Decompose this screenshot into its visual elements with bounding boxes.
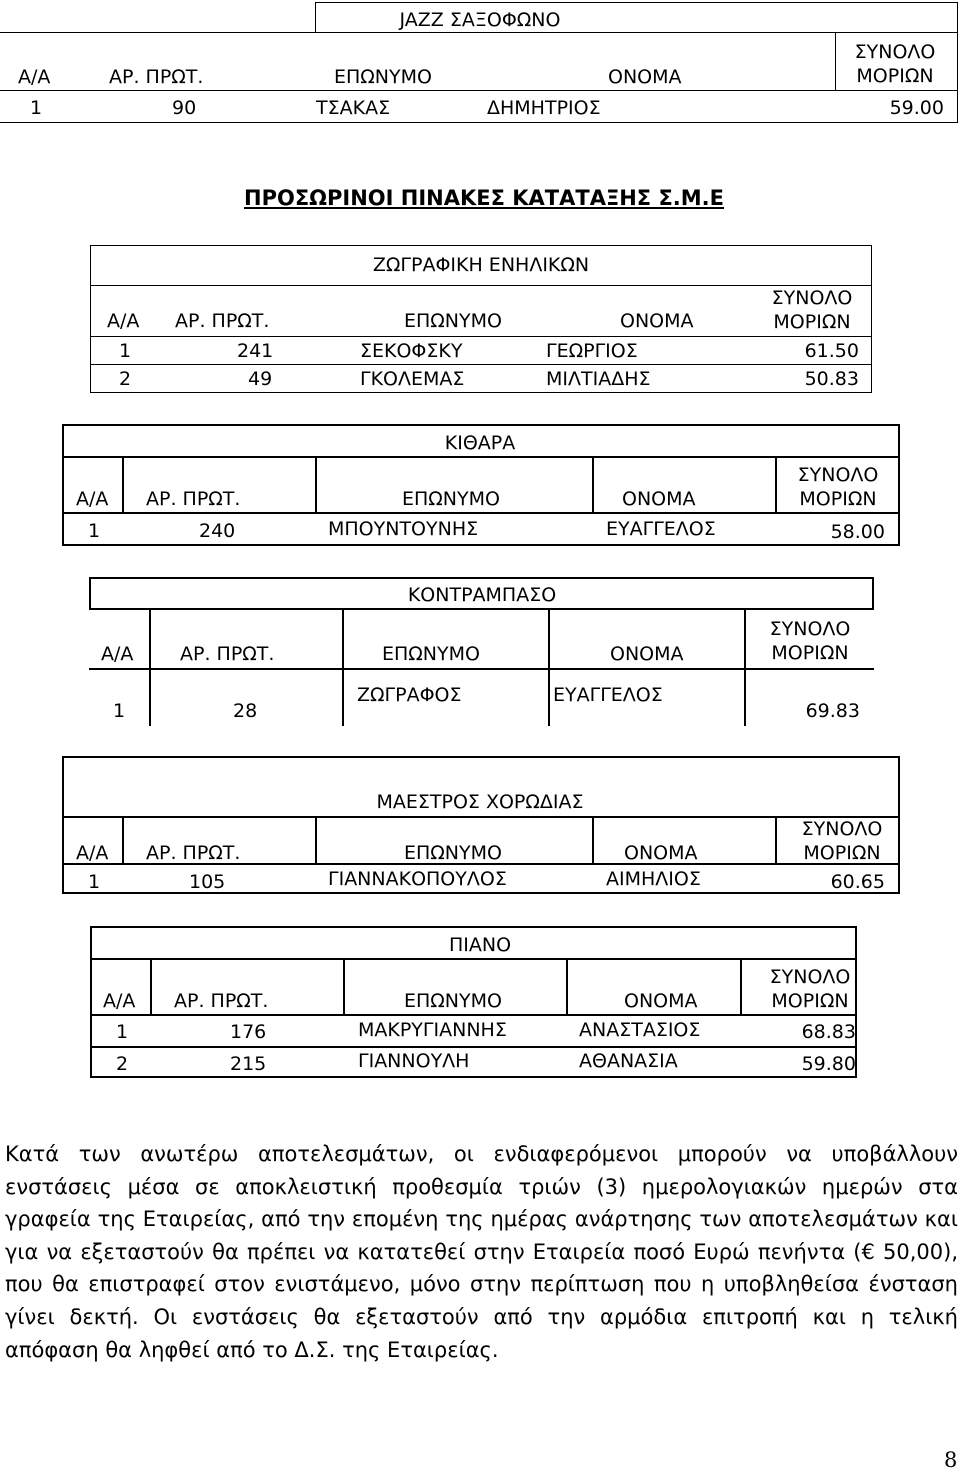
header-synolo: ΣΥΝΟΛΟ	[769, 966, 851, 988]
cell-aa: 1	[113, 700, 126, 722]
header-eponymo: ΕΠΩΝΥΜΟ	[404, 842, 502, 864]
header-onoma: ΟΝΟΜΑ	[624, 990, 698, 1012]
kithara-border-top	[62, 424, 900, 426]
maestros-border-top	[62, 756, 900, 758]
kontrabaso-vline	[342, 668, 344, 726]
cell-eponymo: ΜΑΚΡΥΓΙΑΝΝΗΣ	[358, 1019, 507, 1041]
zografiki-border-right	[871, 245, 872, 393]
cell-eponymo: ΖΩΓΡΑΦΟΣ	[357, 684, 462, 706]
piano-row-divider	[90, 1046, 857, 1048]
cell-moria: 50.83	[804, 368, 859, 390]
header-ar-prot: ΑΡ. ΠΡΩΤ.	[146, 488, 241, 510]
kontrabaso-border-right	[872, 577, 874, 609]
header-synolo: ΣΥΝΟΛΟ	[769, 618, 851, 640]
cell-ar-prot: 90	[172, 97, 197, 119]
header-synolo-morion	[798, 463, 879, 511]
zografiki-title: ΖΩΓΡΑΦΙΚΗ ΕΝΗΛΙΚΩΝ	[372, 254, 590, 276]
maestros-title: ΜΑΕΣΤΡΟΣ ΧΟΡΩΔΙΑΣ	[376, 791, 584, 813]
cell-aa: 1	[30, 97, 43, 119]
header-onoma: ΟΝΟΜΑ	[622, 488, 696, 510]
header-morion: ΜΟΡΙΩΝ	[771, 642, 849, 664]
cell-eponymo: ΓΚΟΛΕΜΑΣ	[360, 368, 465, 390]
cell-ar-prot: 240	[199, 520, 236, 542]
notice-text: Κατά των ανωτέρω αποτελεσμάτων, οι ενδιαφερόμενοι μπορούν να υποβάλλουν ενστάσεις μέσα σε αποκλειστική προθεσμία τριών (3) ημερολογιακών ημερών στα γραφεία της Εταιρείας, από την επομένη της ημέρας ανάρτησης των αποτελεσμάτων και για να εξεταστούν θα πρέπει να κατατεθεί στην Εταιρεία ποσό Ευρώ πενήντα (€ 50,00), που θα επιστραφεί στον ενιστάμενο, μόνο στην περίπτωση που η υποβληθείσα ένσταση γίνει δεκτή. Οι ενστάσεις θα εξεταστούν από την αρμόδια επιτροπή και η τελική απόφαση θα ληφθεί από το Δ.Σ. της Εταιρείας.	[5, 1142, 958, 1362]
header-morion: ΜΟΡΙΩΝ	[771, 990, 849, 1012]
cell-onoma: ΑΘΑΝΑΣΙΑ	[579, 1050, 678, 1072]
cell-moria: 69.83	[805, 700, 860, 722]
kontrabaso-vline	[548, 668, 550, 726]
zografiki-border-bottom	[90, 392, 872, 393]
kithara-vline	[122, 456, 124, 513]
page-title: ΠΡΟΣΩΡΙΝΟΙ ΠΙΝΑΚΕΣ ΚΑΤΑΤΑΞΗΣ Σ.Μ.Ε	[244, 186, 724, 210]
maestros-border-right	[898, 756, 900, 894]
jazz-border-bottom	[0, 122, 958, 123]
kontrabaso-vline	[548, 608, 550, 669]
header-ar-prot: ΑΡ. ΠΡΩΤ.	[175, 310, 270, 332]
cell-onoma: ΑΙΜΗΛΙΟΣ	[606, 868, 701, 890]
cell-onoma: ΕΥΑΓΓΕΛΟΣ	[606, 518, 716, 540]
header-morion: ΜΟΡΙΩΝ	[773, 311, 851, 333]
kontrabaso-title-divider	[89, 608, 874, 610]
header-morion: ΜΟΡΙΩΝ	[803, 842, 881, 864]
piano-header-divider	[90, 1014, 857, 1016]
header-onoma: ΟΝΟΜΑ	[620, 310, 694, 332]
maestros-vline	[122, 816, 124, 864]
zografiki-border-left	[90, 245, 91, 393]
kontrabaso-title: ΚΟΝΤΡΑΜΠΑΣΟ	[407, 584, 557, 606]
header-eponymo: ΕΠΩΝΥΜΟ	[402, 488, 500, 510]
cell-aa: 1	[88, 871, 101, 893]
header-onoma: ΟΝΟΜΑ	[624, 842, 698, 864]
header-ar-prot: ΑΡ. ΠΡΩΤ.	[146, 842, 241, 864]
kithara-border-left	[62, 424, 64, 545]
kithara-border-bottom	[62, 544, 900, 546]
header-synolo: ΣΥΝΟΛΟ	[801, 818, 883, 840]
header-eponymo: ΕΠΩΝΥΜΟ	[404, 310, 502, 332]
header-aa: Α/Α	[103, 990, 136, 1012]
header-morion: ΜΟΡΙΩΝ	[856, 65, 934, 87]
kithara-vline	[775, 456, 777, 513]
jazz-col-divider	[835, 32, 836, 90]
header-eponymo: ΕΠΩΝΥΜΟ	[382, 643, 480, 665]
piano-vline	[740, 958, 742, 1015]
piano-border-top	[90, 926, 857, 928]
header-synolo-morion	[770, 617, 851, 665]
header-synolo: ΣΥΝΟΛΟ	[854, 41, 936, 63]
header-onoma: ΟΝΟΜΑ	[608, 66, 682, 88]
piano-border-bottom	[90, 1076, 857, 1078]
piano-vline	[343, 958, 345, 1015]
cell-eponymo: ΤΣΑΚΑΣ	[316, 97, 391, 119]
cell-aa: 1	[119, 340, 132, 362]
cell-ar-prot: 176	[230, 1021, 267, 1043]
zografiki-row-divider	[90, 364, 872, 365]
cell-onoma: ΑΝΑΣΤΑΣΙΟΣ	[579, 1019, 701, 1041]
page-number: 8	[944, 1448, 958, 1472]
kontrabaso-vline	[342, 608, 344, 669]
cell-moria: 59.00	[889, 97, 944, 119]
jazz-title: JAZZ ΣΑΞΟΦΩΝΟ	[399, 9, 561, 31]
kithara-border-right	[898, 424, 900, 545]
kontrabaso-border-top	[89, 577, 874, 579]
kontrabaso-header-divider	[89, 668, 874, 670]
header-ar-prot: ΑΡ. ΠΡΩΤ.	[109, 66, 204, 88]
header-onoma: ΟΝΟΜΑ	[610, 643, 684, 665]
cell-moria: 58.00	[830, 521, 885, 543]
cell-ar-prot: 49	[248, 368, 273, 390]
objections-notice	[5, 1138, 958, 1366]
header-synolo-morion	[772, 286, 853, 334]
header-ar-prot: ΑΡ. ΠΡΩΤ.	[174, 990, 269, 1012]
cell-onoma: ΔΗΜΗΤΡΙΟΣ	[487, 97, 601, 119]
kithara-header-divider	[62, 512, 900, 514]
jazz-title-divider	[0, 32, 958, 33]
cell-onoma: ΜΙΛΤΙΑΔΗΣ	[546, 368, 651, 390]
header-synolo-morion	[770, 965, 851, 1013]
cell-ar-prot: 215	[230, 1053, 267, 1075]
cell-ar-prot: 241	[237, 340, 274, 362]
piano-border-left	[90, 926, 92, 1078]
header-eponymo: ΕΠΩΝΥΜΟ	[334, 66, 432, 88]
jazz-header-divider	[0, 90, 958, 91]
header-aa: Α/Α	[76, 488, 109, 510]
header-synolo: ΣΥΝΟΛΟ	[771, 287, 853, 309]
cell-eponymo: ΣΕΚΟΦΣΚΥ	[360, 340, 463, 362]
zografiki-border-top	[90, 245, 872, 246]
cell-eponymo: ΜΠΟΥΝΤΟΥΝΗΣ	[328, 518, 479, 540]
header-synolo-morion	[802, 817, 883, 865]
piano-title: ΠΙΑΝΟ	[448, 934, 512, 956]
cell-moria: 68.83	[801, 1021, 856, 1043]
cell-ar-prot: 28	[233, 700, 258, 722]
cell-eponymo: ΓΙΑΝΝΟΥΛΗ	[358, 1050, 470, 1072]
kithara-vline	[315, 456, 317, 513]
cell-moria: 61.50	[804, 340, 859, 362]
jazz-border-left	[315, 2, 316, 32]
header-eponymo: ΕΠΩΝΥΜΟ	[404, 990, 502, 1012]
header-aa: Α/Α	[76, 842, 109, 864]
header-morion: ΜΟΡΙΩΝ	[799, 488, 877, 510]
cell-aa: 1	[116, 1021, 129, 1043]
cell-aa: 2	[119, 368, 132, 390]
kontrabaso-vline	[149, 668, 151, 726]
piano-vline	[150, 958, 152, 1015]
kontrabaso-vline	[744, 668, 746, 726]
zografiki-title-divider	[90, 285, 872, 286]
header-aa: Α/Α	[18, 66, 51, 88]
cell-onoma: ΕΥΑΓΓΕΛΟΣ	[553, 684, 663, 706]
maestros-vline	[592, 816, 594, 864]
piano-vline	[566, 958, 568, 1015]
zografiki-header-divider	[90, 336, 872, 337]
cell-ar-prot: 105	[189, 871, 226, 893]
header-aa: Α/Α	[107, 310, 140, 332]
kontrabaso-vline	[744, 608, 746, 669]
header-ar-prot: ΑΡ. ΠΡΩΤ.	[180, 643, 275, 665]
header-synolo-morion	[855, 40, 936, 88]
header-synolo: ΣΥΝΟΛΟ	[797, 464, 879, 486]
cell-aa: 2	[116, 1053, 129, 1075]
maestros-border-bottom	[62, 892, 900, 894]
cell-onoma: ΓΕΩΡΓΙΟΣ	[546, 340, 638, 362]
kithara-title: ΚΙΘΑΡΑ	[444, 432, 516, 454]
jazz-border-right	[957, 2, 958, 123]
kithara-vline	[592, 456, 594, 513]
cell-aa: 1	[88, 520, 101, 542]
cell-moria: 60.65	[830, 871, 885, 893]
cell-moria: 59.80	[801, 1053, 856, 1075]
jazz-border-top	[315, 2, 958, 3]
maestros-vline	[315, 816, 317, 864]
maestros-border-left	[62, 756, 64, 894]
cell-eponymo: ΓΙΑΝΝΑΚΟΠΟΥΛΟΣ	[328, 868, 507, 890]
maestros-vline	[775, 816, 777, 864]
header-aa: Α/Α	[101, 643, 134, 665]
kontrabaso-vline	[149, 608, 151, 669]
kontrabaso-border-left	[89, 577, 91, 609]
